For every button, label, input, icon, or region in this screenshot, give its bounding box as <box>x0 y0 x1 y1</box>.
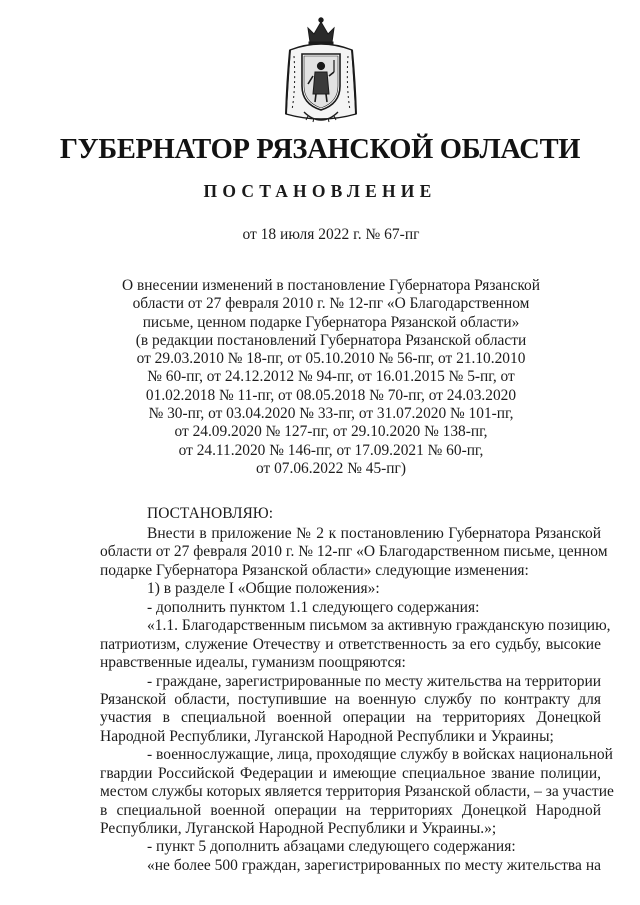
preamble-line: № 60-пг, от 24.12.2012 № 94-пг, от 16.01.2015 № 5-пг, от <box>147 368 515 386</box>
body-line: «1.1. Благодарственным письмом за активную гражданскую позицию, <box>147 617 611 635</box>
body-line: в специальной военной операции на территориях Донецкой Народной <box>100 801 601 819</box>
preamble-line: от 24.09.2020 № 127-пг, от 29.10.2020 № 138-пг, <box>174 423 488 441</box>
coat-of-arms-icon <box>282 16 360 126</box>
preamble-line: от 07.06.2022 № 45-пг) <box>256 459 406 477</box>
body-line: патриотизм, служение Отечеству и ответственность за его судьбу, высокие <box>100 635 601 653</box>
body-line: Внести в приложение № 2 к постановлению Губернатора Рязанской <box>147 525 601 542</box>
preamble-line: письме, ценном подарке Губернатора Рязанской области» <box>142 313 520 331</box>
body-line: - граждане, зарегистрированные по месту жительства на территории <box>147 672 602 690</box>
preamble-line: области от 27 февраля 2010 г. № 12-пг «О Благодарственном <box>132 295 530 313</box>
document-type: ПОСТАНОВЛЕНИЕ <box>203 181 437 201</box>
body-line: подарке Губернатора Рязанской области» следующие изменения: <box>100 561 529 579</box>
body-line: - дополнить пунктом 1.1 следующего содержания: <box>147 598 480 616</box>
preamble-line: от 24.11.2020 № 146-пг, от 17.09.2021 № 60-пг, <box>178 441 484 459</box>
body-line: - пункт 5 дополнить абзацами следующего содержания: <box>147 838 516 856</box>
document-title: ГУБЕРНАТОР РЯЗАНСКОЙ ОБЛАСТИ <box>59 134 581 165</box>
document-date-number: от 18 июля 2022 г. № 67-пг <box>242 226 420 243</box>
body-line: гвардии Российской Федерации и имеющие специальное звание полиции, <box>100 764 601 782</box>
preamble-line: от 29.03.2010 № 18-пг, от 05.10.2010 № 56-пг, от 21.10.2010 <box>136 350 526 368</box>
preamble-line: № 30-пг, от 03.04.2020 № 33-пг, от 31.07.2020 № 101-пг, <box>148 405 514 423</box>
preamble-line: (в редакции постановлений Губернатора Рязанской области <box>135 331 527 349</box>
body-line: участия в специальной военной операции на территориях Донецкой <box>100 709 601 727</box>
body-line: 1) в разделе I «Общие положения»: <box>147 580 380 598</box>
coat-of-arms-emblem <box>282 16 360 126</box>
body-line: Республики, Луганской Народной Республики и Украины.»; <box>100 820 497 837</box>
body-line: «не более 500 граждан, зарегистрированных по месту жительства на <box>147 856 601 874</box>
body-line: нравственные идеалы, гуманизм поощряются: <box>100 654 406 672</box>
body-line: области от 27 февраля 2010 г. № 12-пг «О Благодарственном письме, ценном <box>100 543 608 561</box>
body-line: Народной Республики, Луганской Народной Республики и Украины; <box>100 727 554 745</box>
body-line: Рязанской области, поступившие на военную службу по контракту для <box>100 690 601 708</box>
body-line: - военнослужащие, лица, проходящие службу в войсках национальной <box>147 746 613 764</box>
ordering-word: ПОСТАНОВЛЯЮ: <box>147 505 274 522</box>
document-preamble <box>100 277 562 478</box>
document-body <box>100 525 614 875</box>
preamble-line: 01.02.2018 № 11-пг, от 08.05.2018 № 70-пг, от 24.03.2020 <box>145 386 517 404</box>
preamble-line: О внесении изменений в постановление Губернатора Рязанской <box>122 277 540 294</box>
body-line: местом службы которых является территория Рязанской области, – за участие <box>100 783 614 801</box>
